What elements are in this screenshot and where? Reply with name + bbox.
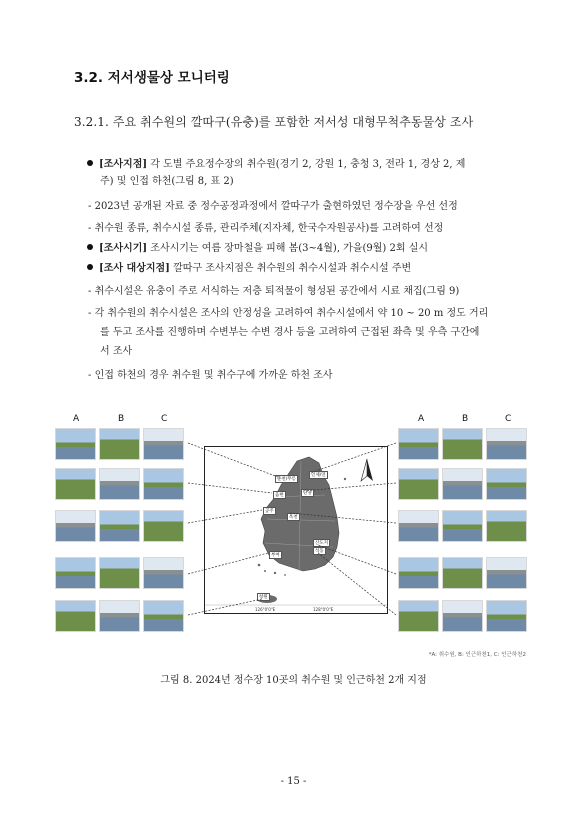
bullet-label: [조사 대상지점] [99,263,170,274]
bullet-text: 각 도별 주요정수장의 취수원(경기 2, 강원 1, 충청 3, 전라 1, 경상 2, 제 [150,159,466,170]
dash-item: - 취수원 종류, 취수시설 종류, 관리주체(지자체, 한국수자원공사)를 고려하여 선정 [88,223,444,234]
section-title-text: 저서생물상 모니터링 [107,70,230,86]
dash-text: 취수시설은 유충이 주로 서식하는 저층 퇴적물이 형성된 공간에서 시료 채집(그림 9) [94,286,460,297]
dash-item: - 각 취수원의 취수시설은 조사의 안정성을 고려하여 취수시설에서 약 10 ~ 20 m 정도 거리 [88,308,489,319]
bullet-text-continued: 주) 및 인접 하천(그림 8, 표 2) [100,176,234,187]
dash-item: - 2023년 공개된 자료 중 정수공정과정에서 깔따구가 출현하였던 정수장을 우선 선정 [88,201,458,212]
column-letter: C [161,414,168,424]
map-label: 음현 [275,493,284,498]
bullet-label: [조사시기] [99,243,148,254]
map-label: 단양 [303,491,312,496]
dash-text: 2023년 공개된 자료 중 정수공정과정에서 깔따구가 출현하였던 정수장을 우선 선정 [94,201,458,212]
dash-item: - 인접 하천의 경우 취수원 및 취수구에 가까운 하천 조사 [88,370,333,381]
dash-text: 각 취수원의 취수시설은 조사의 안정성을 고려하여 취수시설에서 약 10 ~ 20 m 정도 거리 [94,308,489,319]
figure-caption: 그림 8. 2024년 정수장 10곳의 취수원 및 인근하천 2개 지점 [160,675,427,686]
column-letter: C [505,414,512,424]
map-label: 춘천/무릉 [277,477,296,482]
figure-footnote: *A: 취수원, B: 인근하천1, C: 인근하천2 [428,652,526,658]
column-letter: B [462,414,469,424]
map-coordinate: 128°0'0"E [313,607,334,612]
dash-text: 인접 하천의 경우 취수원 및 취수구에 가까운 하천 조사 [94,370,333,381]
dash-text-continued: 를 두고 조사를 진행하며 수변부는 수변 경사 등을 고려하여 근접된 좌측 및 우측 구간에 [100,327,480,338]
map-label: 창원 [259,595,268,600]
dash-item: - 취수시설은 유충이 주로 서식하는 저층 퇴적물이 형성된 공간에서 시료 채집(그림 9) [88,286,460,297]
bullet-label: [조사지점] [99,159,148,170]
map-label: 옥천 [289,515,298,520]
map-label: 부여 [271,553,280,558]
section-number: 3.2. [74,70,104,86]
column-letter: A [418,414,425,424]
subsection-title-text: 주요 취수원의 깔따구(유충)를 포함한 저서성 대형무척추동물상 조사 [112,115,474,129]
subsection-number: 3.2.1. [74,115,109,129]
column-letter: B [118,414,125,424]
map-label: 석동 [315,549,324,554]
map-label: 산도저 [315,541,329,546]
bullet-text: 깔따구 조사지점은 취수원의 취수시설과 취수시설 주변 [173,263,412,274]
map-coordinate: 126°0'0"E [255,607,276,612]
column-letter: A [73,414,80,424]
dash-text-continued: 서 조사 [100,346,133,357]
map-label: 공주 [265,509,274,514]
page-number: - 15 - [280,776,307,787]
bullet-text: 조사시기는 여름 장마철을 피해 봄(3~4월), 가을(9월) 2회 실시 [150,243,429,254]
map-label: 인제/연 [311,473,326,478]
dash-text: 취수원 종류, 취수시설 종류, 관리주체(지자체, 한국수자원공사)를 고려하여 선정 [94,223,444,234]
